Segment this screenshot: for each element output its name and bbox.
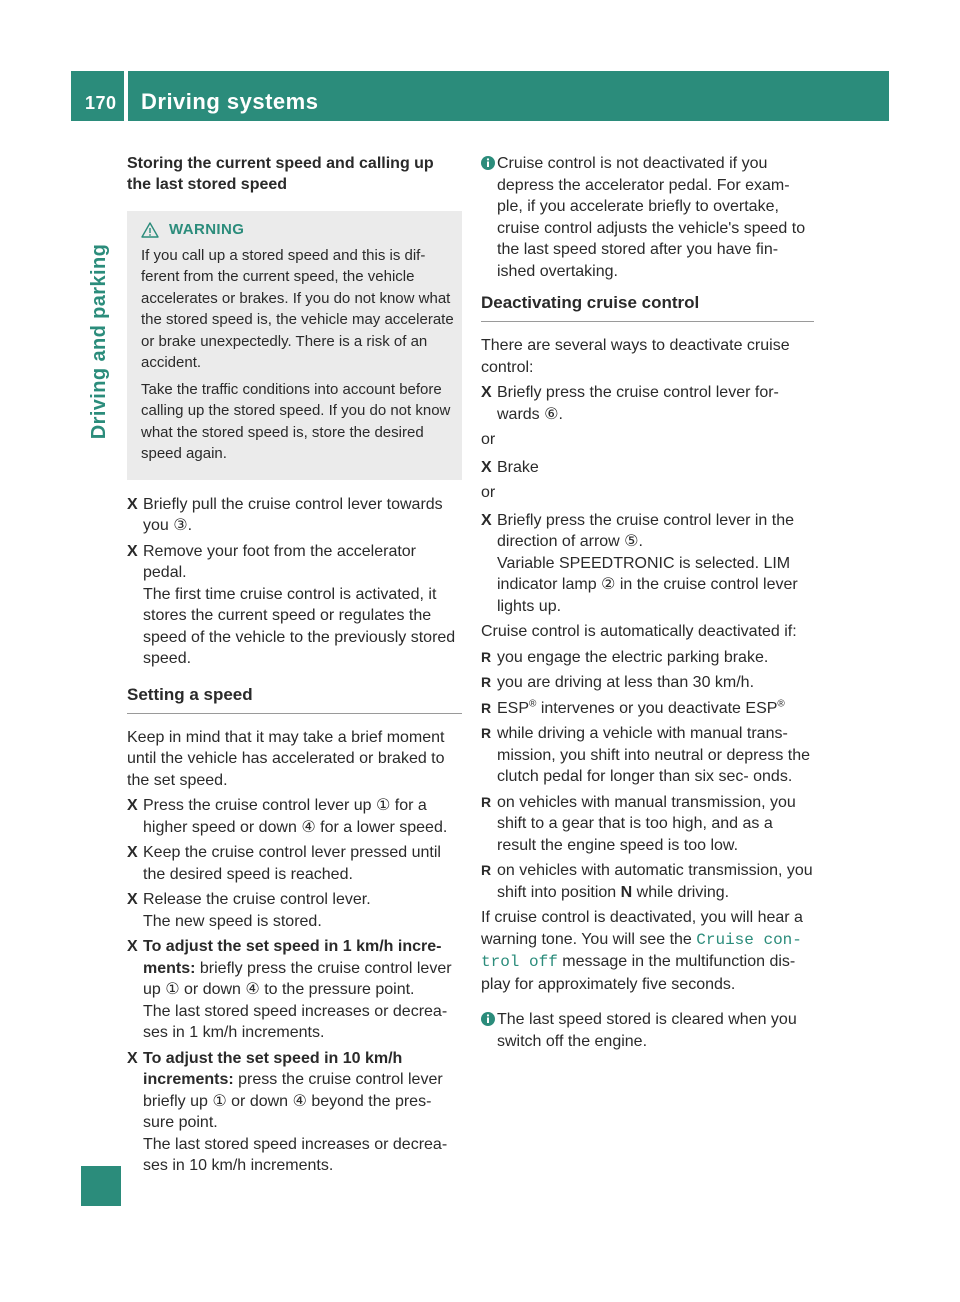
info-note bbox=[481, 153, 814, 282]
r-bullet-icon: R bbox=[481, 674, 492, 690]
list-item bbox=[481, 723, 814, 788]
step-text: press the cruise control lever briefly up ① or down ④ beyond the pres- sure point. bbox=[143, 1071, 443, 1131]
chapter-title: Driving systems bbox=[141, 89, 319, 114]
gear-position-n: N bbox=[620, 883, 633, 901]
warning-header bbox=[141, 219, 454, 241]
list-item bbox=[481, 860, 814, 903]
side-section-label bbox=[86, 221, 113, 461]
bullet-text: you engage the electric parking brake. bbox=[497, 648, 769, 666]
bullet-text: you are driving at less than 30 km/h. bbox=[497, 674, 755, 691]
step-bold-text: To adjust the set speed in 10 km/h increments: bbox=[143, 1049, 403, 1088]
arrow-x-icon: X bbox=[127, 844, 138, 861]
step-item bbox=[481, 382, 814, 425]
step-text: Briefly press the cruise control lever for- wards ⑥. bbox=[497, 384, 779, 423]
list-item bbox=[481, 672, 814, 694]
step-text: Brake bbox=[497, 458, 539, 476]
step-item bbox=[481, 457, 814, 479]
bullet-text: ESP bbox=[497, 699, 530, 717]
deactivating-heading: Deactivating cruise control bbox=[481, 292, 814, 322]
info-note bbox=[481, 1009, 814, 1052]
step-item bbox=[127, 842, 462, 885]
step-item bbox=[127, 1048, 462, 1177]
or-separator: or bbox=[481, 484, 496, 501]
registered-mark: ® bbox=[529, 698, 537, 710]
info-text: The last speed stored is cleared when you switch off the engine. bbox=[497, 1011, 797, 1050]
auto-deactivate-intro: Cruise control is automatically deactivated if: bbox=[481, 623, 797, 640]
step-text: Press the cruise control lever up ① for a higher speed or down ④ for a lower speed. bbox=[143, 797, 448, 836]
arrow-x-icon: X bbox=[127, 797, 138, 814]
list-item bbox=[481, 698, 814, 720]
step-result-text: Variable SPEEDTRONIC is selected. LIM indicator lamp ② in the cruise control lever lights up. bbox=[497, 554, 798, 615]
step-item bbox=[127, 889, 462, 932]
left-column bbox=[127, 153, 462, 1181]
step-result-text: The new speed is stored. bbox=[143, 912, 322, 930]
step-text: briefly press the cruise control lever up ① or down ④ to the pressure point. bbox=[143, 959, 452, 998]
deactivate-intro: There are several ways to deactivate cruise control: bbox=[481, 337, 790, 376]
side-label-text: Driving and parking bbox=[88, 243, 110, 439]
list-item bbox=[481, 647, 814, 669]
arrow-x-icon: X bbox=[127, 1049, 138, 1067]
r-bullet-icon: R bbox=[481, 648, 492, 665]
page-number: 170 bbox=[85, 93, 117, 113]
info-icon bbox=[481, 156, 495, 170]
bullet-text: on vehicles with manual transmission, you shift to a gear that is too high, and as a result the engine speed is too low. bbox=[497, 793, 796, 854]
r-bullet-icon: R bbox=[481, 862, 492, 878]
bullet-text: intervenes or you deactivate ESP bbox=[536, 699, 778, 717]
right-column bbox=[481, 153, 814, 1062]
step-item bbox=[127, 795, 462, 838]
step-text: Remove your foot from the accelerator pedal. bbox=[143, 542, 417, 581]
step-item bbox=[127, 494, 462, 537]
bullet-text: while driving a vehicle with manual trans- mission, you shift into neutral or depress the clutch pedal for longer than six sec- onds. bbox=[497, 725, 811, 785]
or-separator: or bbox=[481, 431, 496, 448]
warning-paragraph-2: Take the traffic conditions into account before calling up the stored speed. If you do not know what the stored speed is, store the desired speed again. bbox=[141, 380, 451, 462]
warning-paragraph-1: If you call up a stored speed and this is dif- ferent from the current speed, the vehicle accelerates or brakes. If you do not know what the stored speed is, the vehicle may accelerate or brake unexpectedly. There is a risk of an accident. bbox=[141, 246, 454, 371]
arrow-x-icon: X bbox=[127, 495, 138, 513]
r-bullet-icon: R bbox=[481, 793, 492, 810]
info-text: Cruise control is not deactivated if you depress the accelerator pedal. For exam- ple, if you accelerate briefly to overtake, cruise control adjusts the vehicle's speed to the last speed stored after you have fin- ished overtaking. bbox=[497, 155, 806, 280]
r-bullet-icon: R bbox=[481, 699, 492, 716]
display-message: Cruise con- trol off bbox=[481, 930, 802, 971]
step-item bbox=[481, 510, 814, 618]
warning-label: WARNING bbox=[169, 221, 245, 238]
arrow-x-icon: X bbox=[481, 458, 492, 476]
step-text: Release the cruise control lever. bbox=[143, 891, 371, 908]
warning-triangle-icon bbox=[141, 222, 159, 238]
arrow-x-icon: X bbox=[481, 384, 492, 401]
r-bullet-icon: R bbox=[481, 725, 492, 741]
arrow-x-icon: X bbox=[127, 938, 138, 955]
setting-speed-heading: Setting a speed bbox=[127, 684, 462, 714]
step-result-text: The first time cruise control is activated, it stores the current speed or regulates the speed of the vehicle to the previously stored speed. bbox=[143, 585, 456, 667]
arrow-x-icon: X bbox=[127, 542, 138, 560]
tone-text: If cruise control is deactivated, you will hear a warning tone. You will see the bbox=[481, 909, 803, 948]
step-text: Briefly press the cruise control lever in the direction of arrow ⑤. bbox=[497, 511, 795, 550]
arrow-x-icon: X bbox=[127, 891, 138, 908]
step-result-text: The last stored speed increases or decrea- ses in 1 km/h increments. bbox=[143, 1002, 448, 1041]
step-text: Briefly pull the cruise control lever towards you ③. bbox=[143, 495, 443, 534]
bullet-text: on vehicles with automatic transmission, you shift into position bbox=[497, 862, 813, 901]
setting-intro: Keep in mind that it may take a brief moment until the vehicle has accelerated or braked to the set speed. bbox=[127, 728, 445, 789]
arrow-x-icon: X bbox=[481, 511, 492, 529]
step-item bbox=[127, 541, 462, 670]
step-result-text: The last stored speed increases or decrea- ses in 10 km/h increments. bbox=[143, 1135, 448, 1174]
warning-tone-paragraph bbox=[481, 907, 814, 995]
storing-speed-heading: Storing the current speed and calling up the last stored speed bbox=[127, 155, 434, 193]
tone-text: message in the multifunction dis- play for approximately five seconds. bbox=[481, 953, 796, 993]
bullet-text: while driving. bbox=[632, 883, 730, 901]
step-text: Keep the cruise control lever pressed until the desired speed is reached. bbox=[143, 844, 441, 883]
step-bold-text: To adjust the set speed in 1 km/h incre- ments: bbox=[143, 938, 442, 977]
step-item bbox=[127, 936, 462, 1044]
warning-box bbox=[127, 211, 462, 480]
info-icon bbox=[481, 1012, 495, 1026]
side-tab-marker bbox=[81, 1166, 121, 1206]
registered-mark: ® bbox=[777, 698, 785, 710]
list-item bbox=[481, 792, 814, 857]
